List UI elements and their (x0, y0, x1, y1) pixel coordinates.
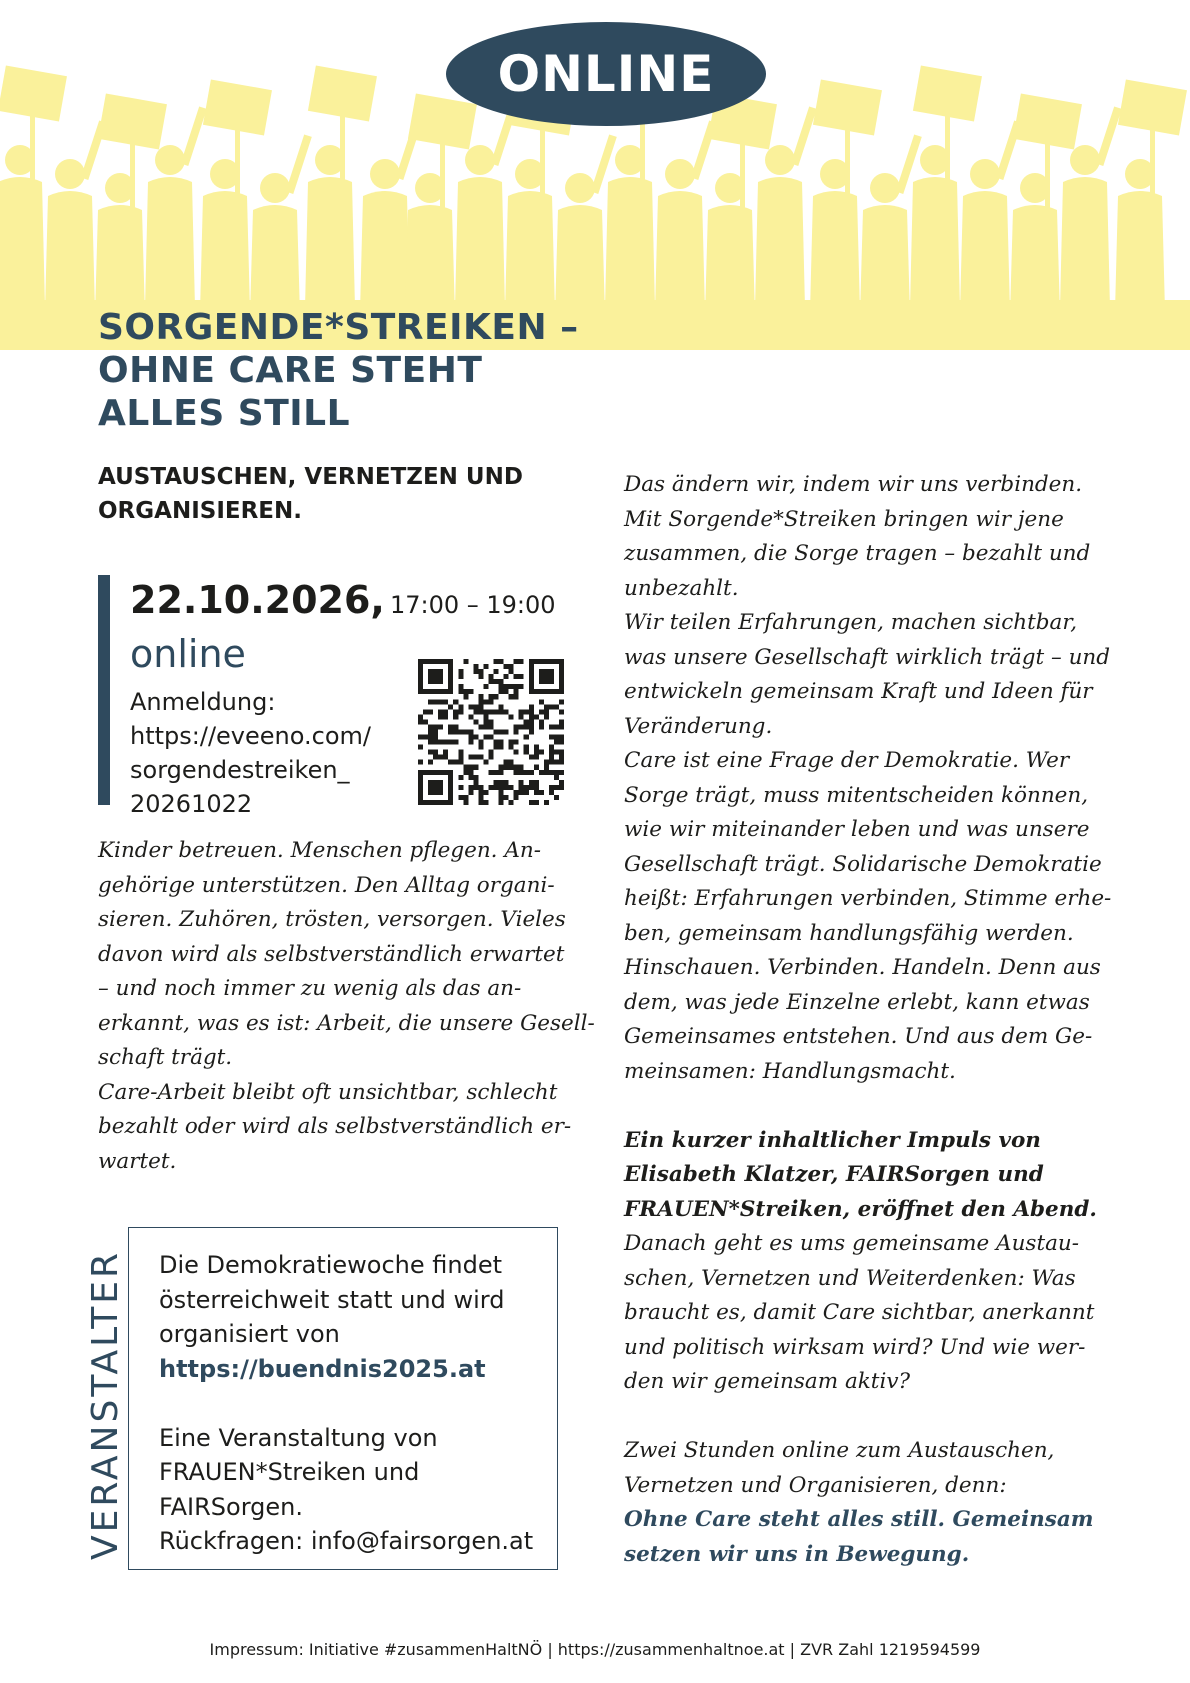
text-line: Das ändern wir, indem wir uns verbinden. (624, 472, 1083, 497)
organizer-box (128, 1227, 558, 1570)
subtitle-line: AUSTAUSCHEN, VERNETZEN UND (98, 464, 523, 490)
subtitle-line: ORGANISIEREN. (98, 498, 302, 524)
text-line: erkannt, was es ist: Arbeit, die unsere Gesell- (98, 1010, 595, 1036)
text-line: zusammen, die Sorge tragen – bezahlt und (624, 541, 1091, 566)
closing-line: Ohne Care steht alles still. Gemeinsam (624, 1507, 1094, 1532)
text-line: schen, Vernetzen und Weiterdenken: Was (624, 1265, 1076, 1291)
text-line: Mit Sorgende*Streiken bringen wir jene (624, 506, 1064, 532)
event-time: 17:00 – 19:00 (389, 591, 556, 619)
text-line: bezahlt oder wird als selbstverständlich er- (98, 1114, 572, 1139)
text-line: braucht es, damit Care sichtbar, anerkannt (624, 1300, 1095, 1325)
registration-link[interactable]: https://eveeno.com/ (130, 722, 371, 750)
text-line: unbezahlt. (624, 575, 739, 601)
organizer-line: FAIRSorgen. (159, 1492, 303, 1521)
text-line: und politisch wirksam wird? Und wie wer- (624, 1334, 1086, 1360)
text-line: Sorge trägt, muss mitentscheiden können, (624, 782, 1089, 808)
text-line: gehörige unterstützen. Den Alltag organi- (98, 872, 555, 898)
subtitle (98, 460, 523, 528)
page-title (98, 306, 579, 435)
registration-link[interactable]: sorgendestreiken_ (130, 756, 350, 784)
text-line: ben, gemeinsam handlungsfähig werden. (624, 920, 1074, 946)
text-line: wartet. (98, 1148, 177, 1174)
text-line: sieren. Zuhören, trösten, versorgen. Vieles (98, 907, 566, 932)
highlight-line: Ein kurzer inhaltlicher Impuls von (624, 1127, 1041, 1153)
text-line: Gemeinsames entstehen. Und aus dem Ge- (624, 1024, 1093, 1049)
text-line: entwickeln gemeinsam Kraft und Ideen für (624, 679, 1093, 704)
organizer-line: FRAUEN*Streiken und (159, 1458, 420, 1486)
registration-label: Anmeldung: (130, 688, 276, 716)
title-line: OHNE CARE STEHT (98, 350, 483, 391)
text-line: Hinschauen. Verbinden. Handeln. Denn aus (624, 955, 1101, 980)
qr-code-icon[interactable] (418, 659, 564, 805)
text-line: Kinder betreuen. Menschen pflegen. An- (98, 838, 541, 863)
text-line: Wir teilen Erfahrungen, machen sichtbar, (624, 610, 1078, 635)
text-line: Vernetzen und Organisieren, denn: (624, 1472, 1007, 1498)
organizer-line: organisiert von (159, 1320, 340, 1348)
contact-email[interactable]: Rückfragen: info@fairsorgen.at (159, 1527, 534, 1555)
main-text (624, 468, 1144, 1572)
organizer-line: Eine Veranstaltung von (159, 1423, 438, 1452)
registration-link[interactable]: 20261022 (130, 790, 253, 818)
text-line: heißt: Erfahrungen verbinden, Stimme erhe- (624, 886, 1112, 911)
closing-line: setzen wir uns in Bewegung. (624, 1541, 970, 1567)
date-comma: , (370, 578, 385, 622)
text-line: – und noch immer zu wenig als das an- (98, 976, 522, 1001)
text-line: schaft trägt. (98, 1045, 233, 1070)
title-line: ALLES STILL (98, 393, 351, 434)
organizer-line: österreichweit statt und wird (159, 1285, 505, 1314)
text-line: meinsamen: Handlungsmacht. (624, 1058, 956, 1084)
text-line: Care ist eine Frage der Demokratie. Wer (624, 748, 1070, 773)
organizer-line: Die Demokratiewoche findet (159, 1251, 503, 1279)
text-line: davon wird als selbstverständlich erwartet (98, 941, 565, 967)
text-line: Zwei Stunden online zum Austauschen, (624, 1438, 1055, 1463)
text-line: dem, was jede Einzelne erlebt, kann etwas (624, 989, 1090, 1015)
text-line: Danach geht es ums gemeinsame Austau- (624, 1231, 1080, 1256)
text-line: Gesellschaft trägt. Solidarische Demokratie (624, 851, 1102, 877)
organizer-label: VERANSTALTER (85, 1249, 126, 1560)
highlight-line: Elisabeth Klatzer, FAIRSorgen und (624, 1162, 1044, 1187)
organizer-link[interactable]: https://buendnis2025.at (159, 1354, 486, 1383)
text-line: Care-Arbeit bleibt oft unsichtbar, schlecht (98, 1079, 558, 1105)
intro-text (98, 834, 598, 1179)
text-line: den wir gemeinsam aktiv? (624, 1369, 910, 1394)
text-line: was unsere Gesellschaft wirklich trägt – und (624, 644, 1111, 670)
date-line (130, 575, 573, 633)
online-badge: ONLINE (446, 22, 766, 126)
text-line: Veränderung. (624, 713, 773, 739)
event-date: 22.10.2026 (130, 578, 371, 622)
highlight-line: FRAUEN*Streiken, eröffnet den Abend. (624, 1196, 1097, 1222)
text-line: wie wir miteinander leben und was unsere (624, 817, 1090, 842)
imprint-footer: Impressum: Initiative #zusammenHaltNÖ | https://zusammenhaltnoe.at | ZVR Zahl 1219594599 (209, 1640, 981, 1659)
title-line: SORGENDE*STREIKEN – (98, 307, 579, 348)
event-place: online (130, 632, 246, 676)
